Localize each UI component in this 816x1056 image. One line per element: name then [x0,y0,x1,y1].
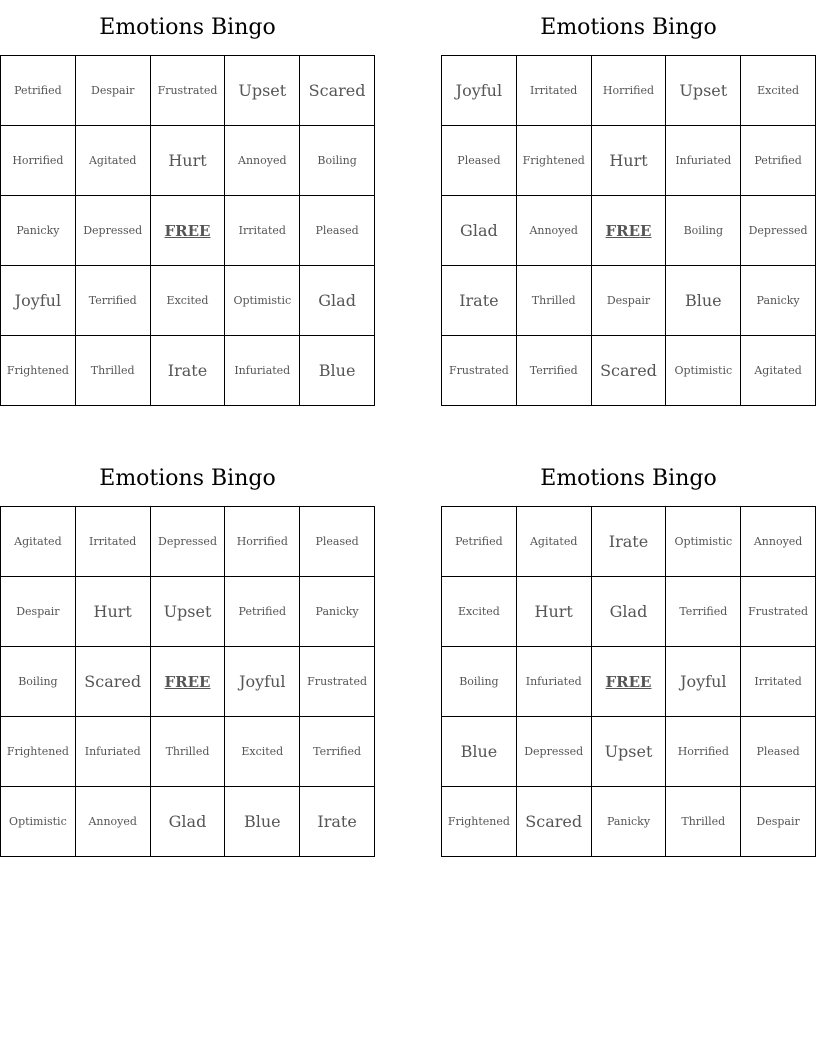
bingo-cell: Irritated [76,507,151,577]
bingo-cell: Glad [151,787,226,857]
bingo-cell: Irate [592,507,667,577]
bingo-cell: Hurt [517,577,592,647]
bingo-cell: Joyful [442,56,517,126]
bingo-card-1 [0,0,375,406]
bingo-cell: Agitated [517,507,592,577]
bingo-cell: Terrified [76,266,151,336]
bingo-cell: Petrified [1,56,76,126]
bingo-card-3 [0,451,375,857]
bingo-cell: Annoyed [741,507,816,577]
bingo-cell: Upset [225,56,300,126]
bingo-cell: Annoyed [76,787,151,857]
bingo-cell: Despair [741,787,816,857]
bingo-cell: Panicky [300,577,375,647]
bingo-cell: Scared [592,336,667,406]
bingo-card-4 [441,451,816,857]
bingo-cell: Thrilled [76,336,151,406]
bingo-grid [441,506,816,857]
bingo-cell: Frightened [1,717,76,787]
bingo-cell: Blue [666,266,741,336]
bingo-cell: Excited [151,266,226,336]
bingo-cell: Frustrated [151,56,226,126]
bingo-cell: Depressed [517,717,592,787]
bingo-cell: Irritated [517,56,592,126]
bingo-cell: Blue [300,336,375,406]
bingo-cell: Horrified [592,56,667,126]
bingo-cell: Frightened [442,787,517,857]
bingo-cell: Pleased [741,717,816,787]
bingo-cell: Thrilled [517,266,592,336]
bingo-cell: Irritated [741,647,816,717]
bingo-cell: Despair [592,266,667,336]
bingo-cell: Infuriated [76,717,151,787]
bingo-cell: Annoyed [225,126,300,196]
bingo-cell: Irritated [225,196,300,266]
bingo-cell: Depressed [76,196,151,266]
bingo-cell: Agitated [1,507,76,577]
bingo-cell: Agitated [76,126,151,196]
bingo-cell: Blue [442,717,517,787]
bingo-grid [0,55,375,406]
bingo-cell: Petrified [442,507,517,577]
bingo-cell: Pleased [442,126,517,196]
bingo-cell: Optimistic [225,266,300,336]
card-title: Emotions Bingo [540,466,717,491]
bingo-cell: Irate [442,266,517,336]
bingo-cell: Infuriated [517,647,592,717]
bingo-cell: Boiling [666,196,741,266]
bingo-cell: Thrilled [151,717,226,787]
bingo-cell: Frustrated [300,647,375,717]
free-space-cell: FREE [592,196,667,266]
bingo-cell: Frightened [1,336,76,406]
bingo-cell: Infuriated [666,126,741,196]
bingo-cell: Petrified [741,126,816,196]
bingo-cell: Optimistic [666,336,741,406]
bingo-cell: Glad [592,577,667,647]
bingo-cell: Glad [300,266,375,336]
bingo-cell: Frightened [517,126,592,196]
bingo-cell: Irate [300,787,375,857]
bingo-cell: Panicky [1,196,76,266]
bingo-cell: Infuriated [225,336,300,406]
bingo-cell: Panicky [741,266,816,336]
bingo-cell: Upset [592,717,667,787]
bingo-grid [0,506,375,857]
bingo-cell: Excited [741,56,816,126]
bingo-cell: Optimistic [1,787,76,857]
bingo-cell: Scared [300,56,375,126]
bingo-grid [441,55,816,406]
bingo-card-2 [441,0,816,406]
bingo-cell: Scared [76,647,151,717]
card-title: Emotions Bingo [99,15,276,40]
bingo-cell: Horrified [1,126,76,196]
bingo-cell: Horrified [666,717,741,787]
bingo-cell: Upset [666,56,741,126]
card-title: Emotions Bingo [540,15,717,40]
bingo-cell: Hurt [592,126,667,196]
bingo-cell: Joyful [666,647,741,717]
bingo-cell: Petrified [225,577,300,647]
bingo-cell: Upset [151,577,226,647]
free-space-cell: FREE [592,647,667,717]
bingo-cell: Terrified [517,336,592,406]
card-title: Emotions Bingo [99,466,276,491]
bingo-cell: Annoyed [517,196,592,266]
bingo-cell: Excited [442,577,517,647]
bingo-cell: Excited [225,717,300,787]
bingo-cell: Irate [151,336,226,406]
bingo-cell: Terrified [300,717,375,787]
bingo-cell: Agitated [741,336,816,406]
free-space-cell: FREE [151,196,226,266]
bingo-cell: Pleased [300,196,375,266]
bingo-cell: Despair [1,577,76,647]
bingo-cell: Glad [442,196,517,266]
bingo-cell: Thrilled [666,787,741,857]
bingo-cell: Boiling [1,647,76,717]
bingo-cell: Terrified [666,577,741,647]
bingo-cell: Scared [517,787,592,857]
free-space-cell: FREE [151,647,226,717]
bingo-cell: Blue [225,787,300,857]
bingo-cell: Boiling [300,126,375,196]
bingo-cell: Depressed [741,196,816,266]
bingo-cell: Horrified [225,507,300,577]
bingo-cell: Joyful [225,647,300,717]
bingo-cell: Frustrated [741,577,816,647]
bingo-cell: Frustrated [442,336,517,406]
bingo-cell: Boiling [442,647,517,717]
bingo-cell: Despair [76,56,151,126]
bingo-cell: Depressed [151,507,226,577]
bingo-cell: Hurt [151,126,226,196]
bingo-cell: Pleased [300,507,375,577]
bingo-cell: Panicky [592,787,667,857]
bingo-cell: Joyful [1,266,76,336]
bingo-cell: Hurt [76,577,151,647]
bingo-cell: Optimistic [666,507,741,577]
